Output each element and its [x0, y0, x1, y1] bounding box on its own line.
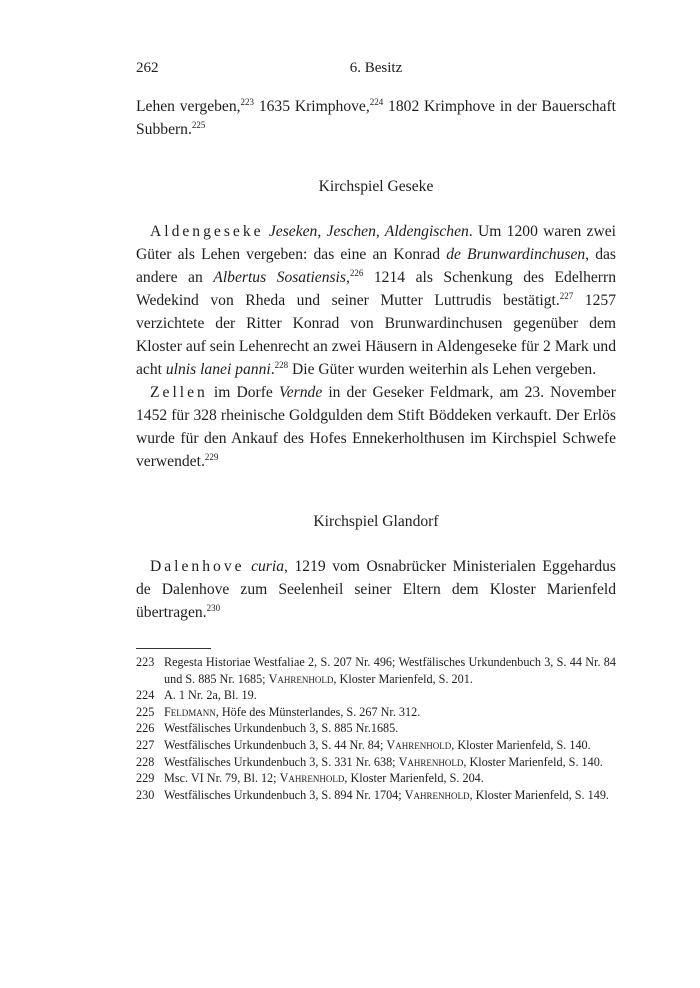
footnote — [136, 720, 616, 737]
footnote — [136, 754, 616, 771]
footnote-number: 224 — [136, 688, 155, 703]
footnote-ref: 229 — [204, 452, 219, 462]
footnote-ref: 224 — [369, 97, 384, 107]
footnote-ref: 223 — [240, 97, 255, 107]
section-heading-geseke: Kirchspiel Geseke — [318, 178, 434, 195]
footnote-text: Msc. VI Nr. 79, Bl. 12; Vahrenhold, Kloster Marienfeld, S. 204. — [164, 771, 484, 786]
text-run: Die Güter wurden weiterhin als Lehen vergeben. — [288, 361, 597, 378]
text-run: , 1219 vom Osnabrücker Ministerialen Eggehardus de Dalenhove zum Seelenheil seiner Eltern dem Kloster Marienfeld übertragen. — [136, 558, 616, 621]
footnote-number: 228 — [136, 754, 155, 769]
footnote-ref: 227 — [559, 291, 574, 301]
page-header — [136, 60, 616, 84]
footnotes — [136, 654, 616, 803]
footnote — [136, 654, 616, 687]
italic-run: de Brunwardinchusen — [446, 246, 586, 263]
text-run: , das andere an — [136, 246, 616, 286]
place-name: Dalenhove — [150, 558, 245, 575]
italic-run: curia — [251, 558, 285, 575]
footnote — [136, 704, 616, 721]
footnote-number: 223 — [136, 655, 155, 669]
footnote — [136, 737, 616, 754]
page-number: 262 — [136, 60, 159, 76]
text-run: Lehen vergeben, — [136, 98, 241, 115]
italic-run: Albertus Sosatiensis — [213, 269, 346, 286]
footnote — [136, 687, 616, 704]
text-run: . — [270, 361, 275, 378]
paragraph-dalenhove — [136, 555, 616, 624]
footnote-ref: 228 — [274, 360, 289, 370]
footnote-number: 227 — [136, 737, 155, 752]
footnote — [136, 770, 616, 787]
footnote-text: Regesta Historiae Westfaliae 2, S. 207 Nr. 496; Westfälisches Urkundenbuch 3, S. 44 Nr. 84 und S. 885 Nr. 1685; Vahrenhold, Kloster Marienfeld, S. 201. — [164, 655, 616, 686]
text-run: im Dorfe — [207, 384, 279, 401]
text-run: in der Geseker Feldmark, am 23. November 1452 für 328 rheinische Goldgulden dem Stift Böddeken verkauft. Der Erlös wurde für den Ankauf des Hofes Ennekerholthusen im Kirchspiel Schwefe verwendet. — [136, 384, 616, 470]
body-text — [136, 95, 616, 624]
footnote-text: Feldmann, Höfe des Münsterlandes, S. 267 Nr. 312. — [164, 704, 421, 719]
text-run: 1635 Krimphove, — [254, 98, 370, 115]
text-run: . Um 1200 waren zwei Güter als Lehen vergeben: das eine an Konrad — [136, 223, 616, 263]
footnote-rule — [136, 648, 211, 649]
footnote-number: 226 — [136, 721, 155, 736]
footnote — [136, 787, 616, 804]
footnote-ref: 225 — [191, 120, 206, 130]
footnote-ref: 230 — [206, 603, 221, 613]
footnote-ref: 226 — [349, 268, 364, 278]
paragraph-aldengeseke — [136, 220, 616, 381]
text-run: 1802 Krimphove in der Bauerschaft Subbern. — [136, 98, 616, 138]
section-heading-glandorf: Kirchspiel Glandorf — [313, 513, 439, 530]
footnote-text: Westfälisches Urkundenbuch 3, S. 885 Nr.1685. — [164, 721, 399, 736]
footnote-number: 230 — [136, 787, 155, 802]
running-title: 6. Besitz — [349, 60, 403, 76]
place-name: Aldengeseke — [150, 223, 264, 240]
italic-run: ulnis lanei panni — [165, 361, 271, 378]
text-run: , — [345, 269, 350, 286]
footnote-text: A. 1 Nr. 2a, Bl. 19. — [164, 688, 257, 703]
paragraph-zellen — [136, 381, 616, 473]
text-run: 1257 verzichtete der Ritter Konrad von Brunwardinchusen gegenüber dem Kloster auf sein Lehenrecht an zwei Häusern in Aldengeseke für 2 Mark und acht — [136, 292, 616, 378]
paragraph-continuation — [136, 95, 616, 141]
footnote-number: 225 — [136, 704, 155, 719]
place-name: Zellen — [150, 384, 208, 401]
footnote-text: Westfälisches Urkundenbuch 3, S. 44 Nr. 84; Vahrenhold, Kloster Marienfeld, S. 140. — [164, 737, 591, 752]
text-run: 1214 als Schenkung des Edelherrn Wedekind von Rheda und seiner Mutter Luttrudis bestätigt. — [136, 269, 616, 309]
footnote-text: Westfälisches Urkundenbuch 3, S. 331 Nr. 638; Vahrenhold, Kloster Marienfeld, S. 140. — [164, 754, 603, 769]
italic-run: Vernde — [278, 384, 323, 401]
name-variants: Jeseken, Jeschen, Aldengischen — [268, 223, 469, 240]
footnote-text: Westfälisches Urkundenbuch 3, S. 894 Nr. 1704; Vahrenhold, Kloster Marienfeld, S. 149. — [164, 787, 609, 802]
footnote-number: 229 — [136, 771, 155, 786]
